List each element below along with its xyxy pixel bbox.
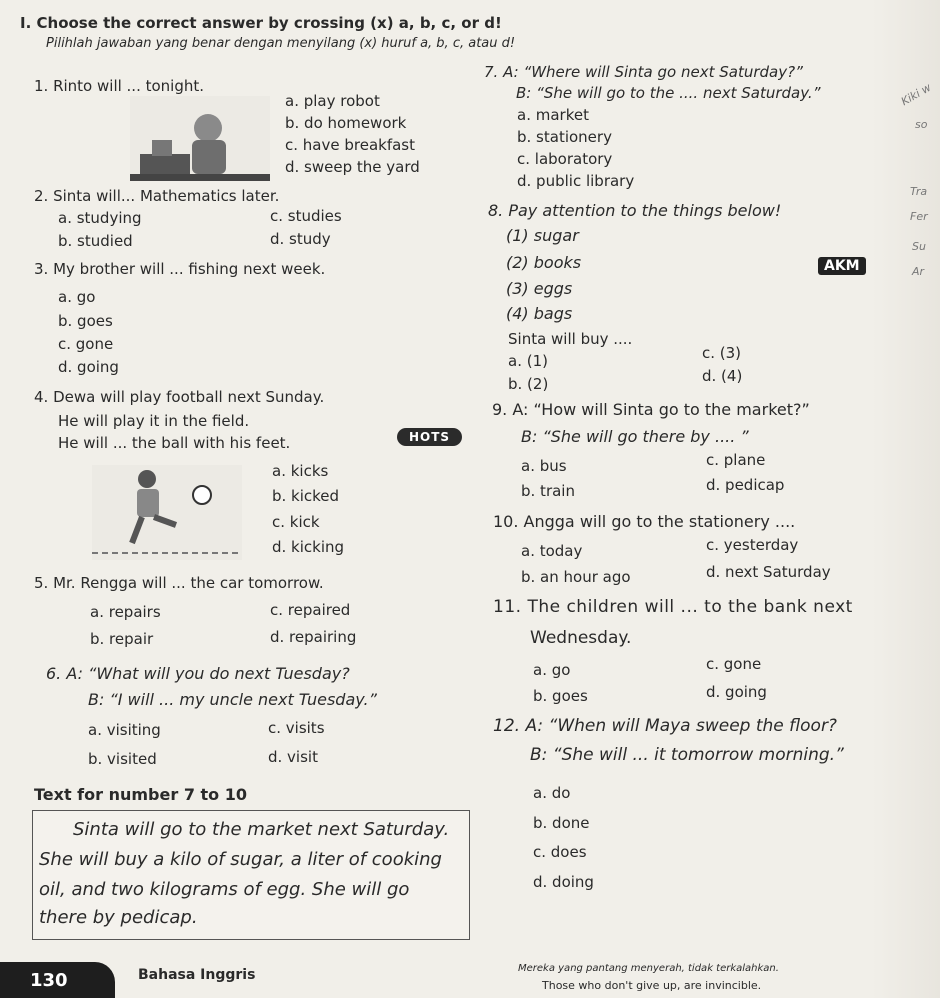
reading-text-box: [32, 810, 470, 940]
page-number: 130: [30, 970, 68, 991]
q12-option-d[interactable]: d. doing: [533, 873, 594, 891]
q6-option-b[interactable]: b. visited: [88, 750, 157, 768]
q11-option-d[interactable]: d. going: [706, 683, 767, 701]
q11-option-c[interactable]: c. gone: [706, 655, 762, 673]
q1-option-a[interactable]: a. play robot: [285, 92, 380, 110]
q8-item-1: (1) sugar: [506, 226, 579, 245]
q6-option-d[interactable]: d. visit: [268, 748, 318, 766]
q7-option-a[interactable]: a. market: [517, 106, 589, 124]
margin-text-3: Tra: [910, 185, 928, 198]
q5-option-c[interactable]: c. repaired: [270, 601, 351, 619]
hots-badge: HOTS: [397, 428, 462, 446]
question-6-stem-1: 6. A: “What will you do next Tuesday?: [46, 664, 350, 683]
q1-option-b[interactable]: b. do homework: [285, 114, 407, 132]
q2-option-a[interactable]: a. studying: [58, 209, 142, 227]
section-instruction: I. Choose the correct answer by crossing (x) a, b, c, or d!: [20, 14, 502, 32]
q1-option-c[interactable]: c. have breakfast: [285, 136, 415, 154]
q4-option-d[interactable]: d. kicking: [272, 538, 345, 556]
question-10-stem: 10. Angga will go to the stationery ....: [493, 512, 796, 531]
page-edge-shadow: [872, 0, 940, 998]
q11-option-b[interactable]: b. goes: [533, 687, 588, 705]
q4-option-c[interactable]: c. kick: [272, 513, 320, 531]
q8-option-a[interactable]: a. (1): [508, 352, 548, 370]
q5-option-a[interactable]: a. repairs: [90, 603, 161, 621]
question-6-stem-2: B: “I will ... my uncle next Tuesday.”: [88, 690, 377, 709]
question-3-stem: 3. My brother will ... fishing next week.: [34, 260, 326, 278]
margin-text-6: Ar: [912, 265, 925, 278]
question-5-stem: 5. Mr. Rengga will ... the car tomorrow.: [34, 574, 324, 592]
q2-option-b[interactable]: b. studied: [58, 232, 133, 250]
q12-option-b[interactable]: b. done: [533, 814, 590, 832]
q9-option-b[interactable]: b. train: [521, 482, 575, 500]
question-8-ask: Sinta will buy ....: [508, 330, 633, 348]
question-7-stem-2: B: “She will go to the .... next Saturday.”: [516, 84, 821, 102]
margin-text-1: Kiki w: [898, 80, 934, 109]
q12-option-a[interactable]: a. do: [533, 784, 571, 802]
q8-option-c[interactable]: c. (3): [702, 344, 742, 362]
q8-option-b[interactable]: b. (2): [508, 375, 549, 393]
margin-text-2: so: [915, 118, 928, 131]
q6-option-c[interactable]: c. visits: [268, 719, 325, 737]
question-7-stem-1: 7. A: “Where will Sinta go next Saturday?”: [484, 63, 803, 81]
q8-item-3: (3) eggs: [506, 279, 573, 298]
text-heading: Text for number 7 to 10: [34, 785, 247, 804]
q12-option-c[interactable]: c. does: [533, 843, 587, 861]
question-4-stem-1: 4. Dewa will play football next Sunday.: [34, 388, 325, 406]
q10-option-d[interactable]: d. next Saturday: [706, 563, 831, 581]
footer-quote-en: Those who don't give up, are invincible.: [542, 979, 762, 992]
question-2-stem: 2. Sinta will... Mathematics later.: [34, 187, 280, 205]
q5-option-d[interactable]: d. repairing: [270, 628, 357, 646]
q9-option-d[interactable]: d. pedicap: [706, 476, 785, 494]
question-12-stem-2: B: “She will ... it tomorrow morning.”: [530, 745, 844, 765]
question-1-stem: 1. Rinto will ... tonight.: [34, 77, 205, 95]
reading-line-4: there by pedicap.: [39, 907, 198, 928]
q2-option-c[interactable]: c. studies: [270, 207, 342, 225]
q3-option-a[interactable]: a. go: [58, 288, 96, 306]
q2-option-d[interactable]: d. study: [270, 230, 331, 248]
q3-option-d[interactable]: d. going: [58, 358, 119, 376]
q8-item-4: (4) bags: [506, 304, 573, 323]
boy-kicking-ball-illustration: [92, 465, 242, 560]
question-4-stem-2: He will play it in the field.: [58, 412, 250, 430]
footer-quote-id: Mereka yang pantang menyerah, tidak terkalahkan.: [518, 963, 779, 974]
q11-option-a[interactable]: a. go: [533, 661, 571, 679]
q3-option-c[interactable]: c. gone: [58, 335, 114, 353]
question-8-stem: 8. Pay attention to the things below!: [488, 201, 782, 220]
q8-option-d[interactable]: d. (4): [702, 367, 743, 385]
footer-subject: Bahasa Inggris: [138, 967, 256, 983]
q6-option-a[interactable]: a. visiting: [88, 721, 161, 739]
reading-line-3: oil, and two kilograms of egg. She will go: [39, 879, 410, 900]
boy-with-robot-illustration: [130, 96, 270, 181]
q10-option-a[interactable]: a. today: [521, 542, 583, 560]
q1-option-d[interactable]: d. sweep the yard: [285, 158, 420, 176]
section-instruction-id: Pilihlah jawaban yang benar dengan menyilang (x) huruf a, b, c, atau d!: [46, 36, 516, 51]
q10-option-c[interactable]: c. yesterday: [706, 536, 799, 554]
page-number-badge: [0, 962, 115, 998]
q8-item-2: (2) books: [506, 253, 582, 272]
question-9-stem-2: B: “She will go there by .... ”: [521, 427, 749, 446]
q10-option-b[interactable]: b. an hour ago: [521, 568, 631, 586]
q9-option-c[interactable]: c. plane: [706, 451, 766, 469]
margin-text-5: Su: [912, 240, 926, 253]
reading-line-2: She will buy a kilo of sugar, a liter of cooking: [39, 849, 442, 870]
q4-option-b[interactable]: b. kicked: [272, 487, 340, 505]
q7-option-b[interactable]: b. stationery: [517, 128, 612, 146]
q5-option-b[interactable]: b. repair: [90, 630, 154, 648]
q4-option-a[interactable]: a. kicks: [272, 462, 329, 480]
q7-option-d[interactable]: d. public library: [517, 172, 635, 190]
question-11-stem-2: Wednesday.: [530, 628, 632, 648]
akm-badge: AKM: [818, 257, 866, 275]
margin-text-4: Fer: [910, 210, 928, 223]
question-12-stem-1: 12. A: “When will Maya sweep the floor?: [493, 716, 837, 736]
q3-option-b[interactable]: b. goes: [58, 312, 113, 330]
reading-line-1: Sinta will go to the market next Saturday.: [73, 819, 450, 840]
question-11-stem-1: 11. The children will ... to the bank next: [493, 597, 853, 617]
q7-option-c[interactable]: c. laboratory: [517, 150, 613, 168]
question-4-stem-3: He will ... the ball with his feet.: [58, 434, 291, 452]
q9-option-a[interactable]: a. bus: [521, 457, 567, 475]
question-9-stem-1: 9. A: “How will Sinta go to the market?”: [492, 400, 810, 419]
